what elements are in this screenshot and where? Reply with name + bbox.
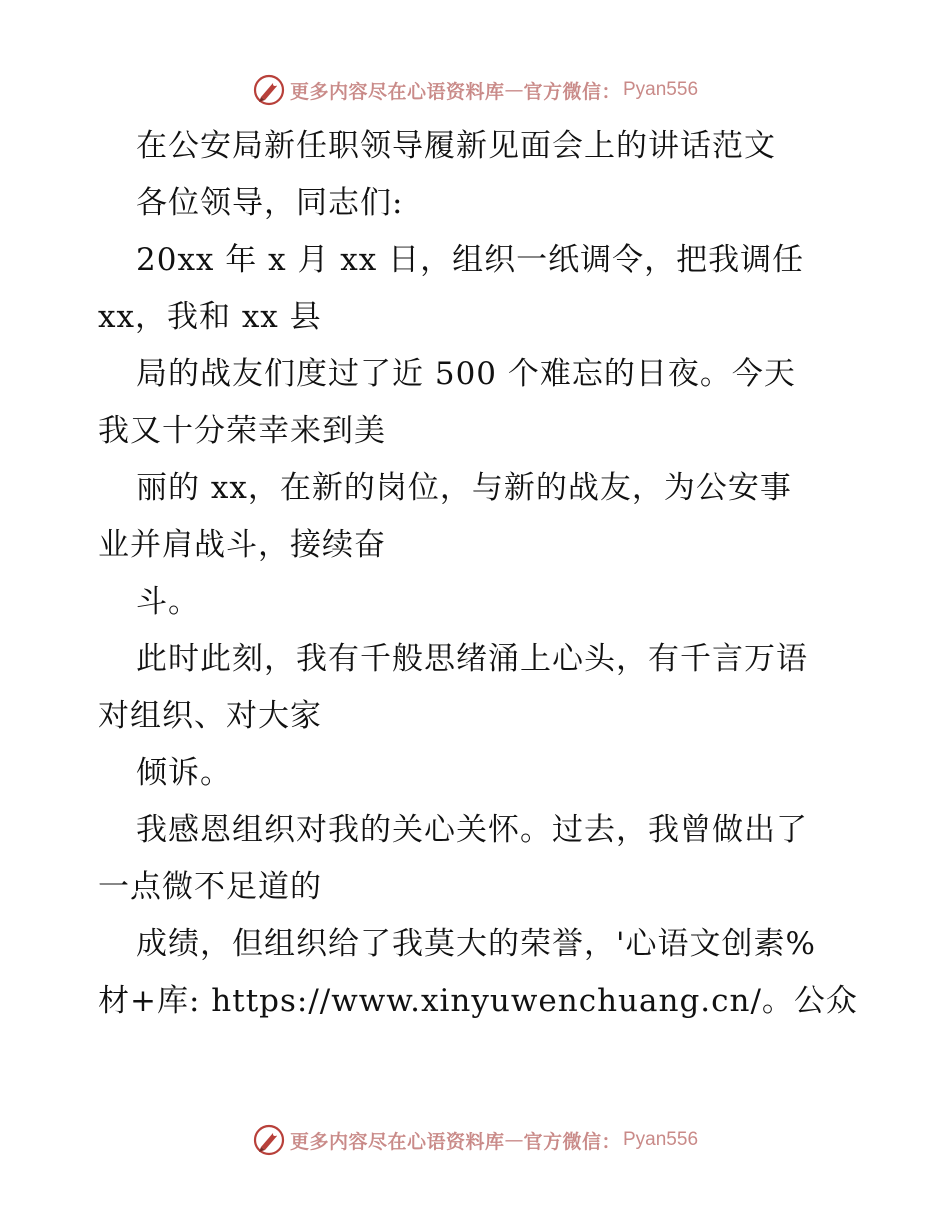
body-line: 成绩，但组织给了我莫大的荣誉，'心语文创素%	[136, 926, 816, 962]
body-line: 业并肩战斗，接续奋	[98, 527, 386, 563]
watermark-account: Pyan556	[623, 1129, 699, 1150]
body-line: 对组织、对大家	[98, 698, 322, 734]
body-line: 斗。	[136, 584, 200, 620]
body-line: 我又十分荣幸来到美	[98, 413, 386, 449]
body-line: 丽的 xx，在新的岗位，与新的战友，为公安事	[136, 470, 792, 506]
body-line-url: 材+库: https://www.xinyuwenchuang.cn/。公众	[98, 983, 858, 1019]
body-line: 20xx 年 x 月 xx 日，组织一纸调令，把我调任	[136, 242, 805, 278]
watermark-account: Pyan556	[623, 79, 699, 100]
body-line: 倾诉。	[136, 755, 232, 791]
watermark-official: 官方微信：	[523, 1130, 621, 1153]
document-title: 在公安局新任职领导履新见面会上的讲话范文	[136, 128, 776, 164]
body-line: 一点微不足道的	[98, 869, 322, 905]
watermark-separator: —	[504, 1129, 524, 1151]
pen-logo-icon	[252, 1123, 286, 1157]
footer-watermark	[0, 1120, 950, 1160]
body-line: 我感恩组织对我的关心关怀。过去，我曾做出了	[136, 812, 808, 848]
header-watermark	[0, 70, 950, 110]
watermark-official: 官方微信：	[523, 80, 621, 103]
body-line: xx，我和 xx 县	[98, 299, 322, 335]
body-line: 此时此刻，我有千般思绪涌上心头，有千言万语	[136, 641, 808, 677]
salutation: 各位领导，同志们:	[136, 185, 404, 221]
watermark-brand: 更多内容尽在心语资料库	[289, 1130, 505, 1153]
watermark-separator: —	[504, 79, 524, 101]
watermark-brand: 更多内容尽在心语资料库	[289, 80, 505, 103]
pen-logo-icon	[252, 73, 286, 107]
body-line: 局的战友们度过了近 500 个难忘的日夜。今天	[136, 356, 796, 392]
document-body	[98, 118, 868, 1030]
